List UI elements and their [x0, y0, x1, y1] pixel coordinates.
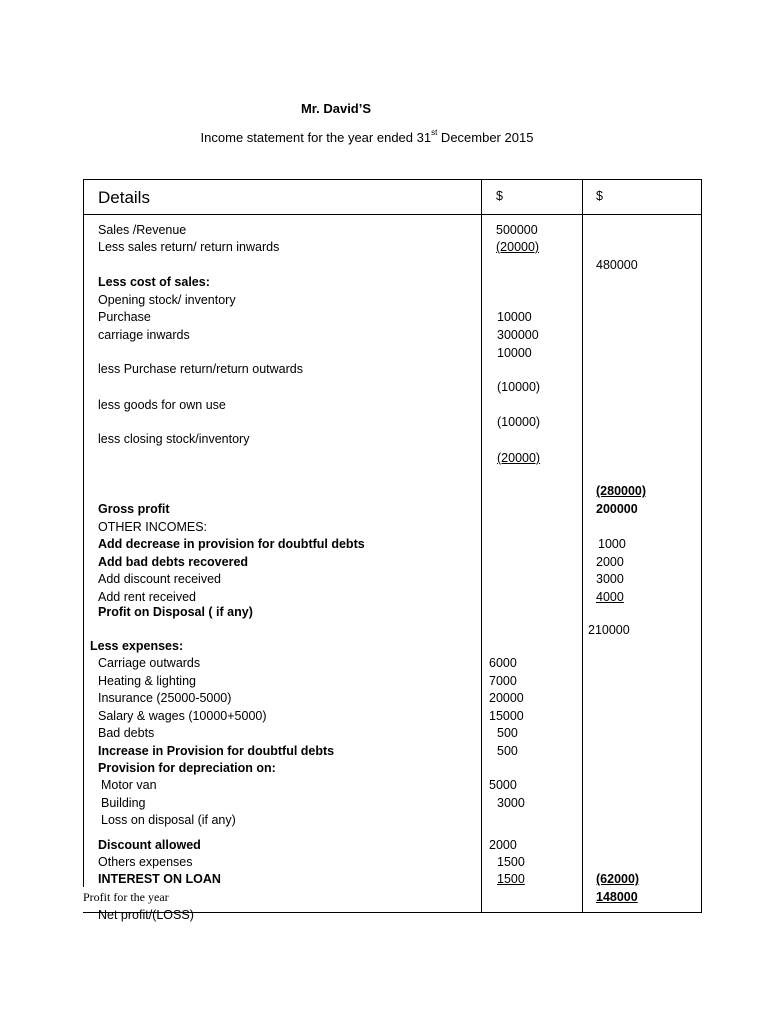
col1-carriage-inwards: 300000 — [497, 328, 539, 342]
col1-sales-return: (20000) — [496, 240, 540, 254]
col2-discount-received: 3000 — [596, 572, 624, 586]
col2-net-sales: 480000 — [596, 258, 638, 272]
header-details: Details — [98, 188, 150, 207]
col1-closing-stock: (20000) — [497, 451, 541, 465]
table-column-divider-1 — [481, 179, 482, 913]
row-label-salary: Salary & wages (10000+5000) — [98, 709, 267, 723]
row-label-motor-van: Motor van — [101, 778, 157, 792]
row-label-insurance: Insurance (25000-5000) — [98, 691, 232, 705]
header-dollar-1: $ — [496, 189, 503, 203]
col1-insurance: 20000 — [489, 691, 524, 705]
col1-interest-loan: 1500 — [497, 872, 525, 886]
col2-bad-debts-recovered: 2000 — [596, 555, 624, 569]
row-label-carriage-inwards: carriage inwards — [98, 328, 190, 342]
row-label-increase-provision: Increase in Provision for doubtful debts — [98, 744, 335, 758]
col1-goods-own-use: (10000) — [497, 415, 541, 429]
row-label-less-expenses: Less expenses: — [90, 639, 184, 653]
col1-carriage-outwards: 6000 — [489, 656, 517, 670]
col1-purchase: 10000 — [497, 310, 532, 324]
col1-salary: 15000 — [489, 709, 524, 723]
col1-building: 3000 — [497, 796, 525, 810]
row-label-other-incomes: OTHER INCOMES: — [98, 520, 208, 534]
row-label-sales-return: Less sales return/ return inwards — [98, 240, 280, 254]
row-label-goods-own-use: less goods for own use — [98, 398, 226, 412]
table-header-divider — [83, 214, 702, 215]
row-label-loss-disposal: Loss on disposal (if any) — [101, 813, 236, 827]
row-label-discount-allowed: Discount allowed — [98, 838, 201, 852]
row-label-heating: Heating & lighting — [98, 674, 196, 688]
col2-gross-profit: 200000 — [596, 502, 638, 516]
table-border-left — [83, 179, 84, 887]
row-label-purchase: Purchase — [98, 310, 151, 324]
col1-purchase-return: (10000) — [497, 380, 541, 394]
subtitle-date: December 2015 — [437, 130, 534, 145]
row-label-cost-of-sales: Less cost of sales: — [98, 275, 210, 289]
col1-increase-provision: 500 — [497, 744, 518, 758]
row-label-discount-received: Add discount received — [98, 572, 221, 586]
col1-others-expenses: 1500 — [497, 855, 525, 869]
table-border-right — [701, 179, 702, 913]
header-dollar-2: $ — [596, 189, 603, 203]
row-label-closing-stock: less closing stock/inventory — [98, 432, 250, 446]
row-label-rent-received: Add rent received — [98, 590, 196, 604]
row-label-bad-debts: Bad debts — [98, 726, 155, 740]
row-label-gross-profit: Gross profit — [98, 502, 170, 516]
col2-decrease-provision: 1000 — [598, 537, 626, 551]
row-label-carriage-outwards: Carriage outwards — [98, 656, 201, 670]
row-label-decrease-provision: Add decrease in provision for doubtful debts — [98, 537, 365, 551]
subtitle-text: Income statement for the year ended 31 — [200, 130, 432, 145]
document-subtitle — [0, 128, 734, 145]
row-label-profit-year: Profit for the year — [83, 890, 169, 904]
col1-bad-debts: 500 — [497, 726, 518, 740]
row-label-net-profit: Net profit/(LOSS) — [98, 908, 194, 922]
col1-carriage-inwards-2: 10000 — [497, 346, 532, 360]
row-label-profit-disposal: Profit on Disposal ( if any) — [98, 605, 253, 619]
col2-expenses-total: (62000) — [596, 872, 640, 886]
col2-cost-total: (280000) — [596, 484, 647, 498]
col1-heating: 7000 — [489, 674, 517, 688]
table-border-top — [83, 179, 702, 180]
col2-rent-received: 4000 — [596, 590, 624, 604]
row-label-depreciation: Provision for depreciation on: — [98, 761, 276, 775]
row-label-opening-stock: Opening stock/ inventory — [98, 293, 236, 307]
document-title: Mr. David’S — [300, 101, 372, 116]
col1-sales: 500000 — [496, 223, 538, 237]
col2-income-total: 210000 — [588, 623, 630, 637]
col1-discount-allowed: 2000 — [489, 838, 517, 852]
row-label-sales: Sales /Revenue — [98, 223, 187, 237]
row-label-interest-loan: INTEREST ON LOAN — [98, 872, 221, 886]
row-label-purchase-return: less Purchase return/return outwards — [98, 362, 303, 376]
col1-motor-van: 5000 — [489, 778, 517, 792]
row-label-building: Building — [101, 796, 146, 810]
row-label-others-expenses: Others expenses — [98, 855, 193, 869]
subtitle-superscript: st — [431, 128, 438, 137]
row-label-bad-debts-recovered: Add bad debts recovered — [98, 555, 249, 569]
table-column-divider-2 — [582, 179, 583, 913]
col2-profit-year: 148000 — [596, 890, 638, 904]
